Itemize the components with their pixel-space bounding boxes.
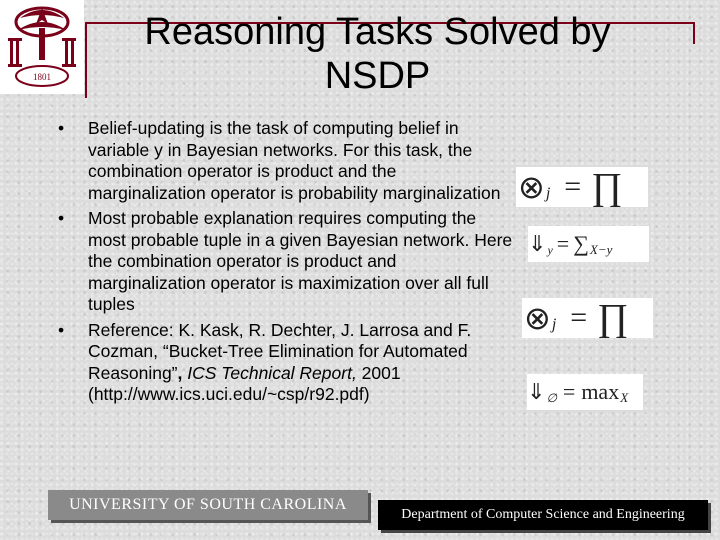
- bullet-text: Most probable explanation requires computing the most probable tuple in a given Bayesian network. Here the combination operator is product and marginalization operator is maximization over all full tuples: [88, 208, 513, 314]
- formula-marginalization-sum: ⇓ y = ∑ X−y: [528, 226, 649, 262]
- bullet-text: Belief-updating is the task of computing belief in variable y in Bayesian networks. For this task, the combination operator is product and the marginalization operator is probability marginalization: [88, 118, 501, 203]
- bullet-list: [58, 118, 513, 410]
- title-frame-left: [85, 22, 87, 98]
- bullet-item: [58, 118, 513, 204]
- svg-text:1801: 1801: [33, 72, 51, 82]
- formula-combination-product: ⊗ j = ∏: [516, 167, 648, 207]
- university-name-banner: UNIVERSITY OF SOUTH CAROLINA: [48, 490, 368, 520]
- bullet-item: [58, 208, 513, 316]
- bullet-dot: •: [58, 118, 65, 138]
- reference-text: Reference: K. Kask, R. Dechter, J. Larrosa and F. Cozman, “Bucket-Tree Elimination for Automated Reasoning”, ICS Technical Report, 2001 (http://www.ics.uci.edu/~csp/r92.pdf): [88, 319, 472, 404]
- bullet-dot: •: [58, 319, 65, 340]
- bullet-dot: •: [58, 208, 65, 228]
- formula-combination-product-mpe: ⊗ j = ∏: [522, 298, 653, 338]
- title-frame-right: [693, 22, 695, 44]
- slide-title: Reasoning Tasks Solved by NSDP: [144, 11, 611, 97]
- department-name-banner: Department of Computer Science and Engineering: [378, 500, 708, 530]
- bullet-item: [58, 320, 513, 406]
- formula-marginalization-max: ⇓ ∅ = max X: [527, 374, 643, 410]
- university-logo: [0, 0, 84, 94]
- palmetto-seal-icon: [0, 0, 84, 94]
